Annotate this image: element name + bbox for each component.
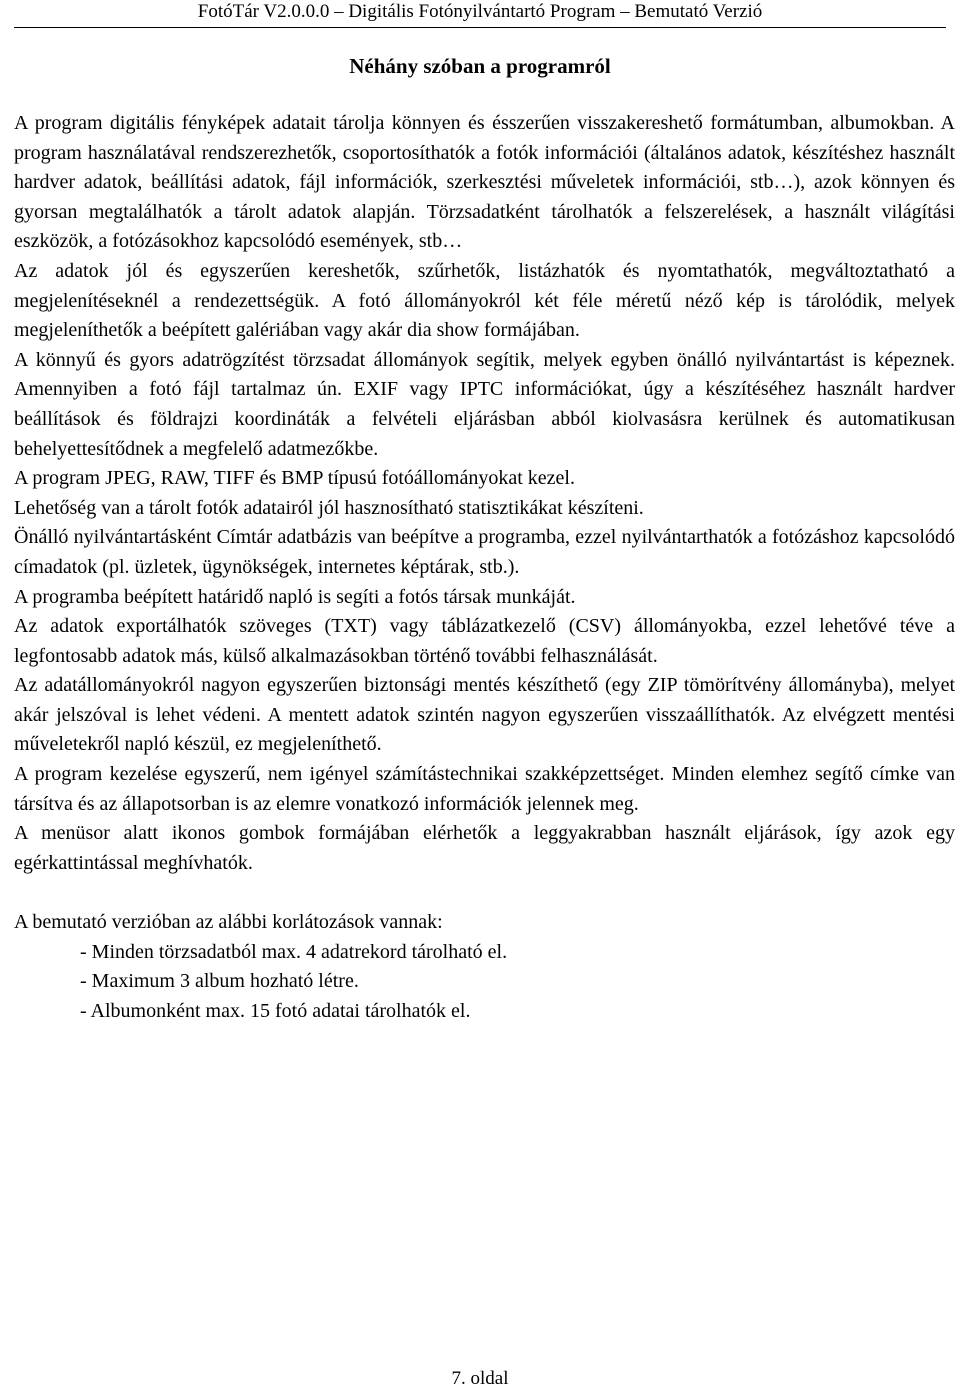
header-text: FotóTár V2.0.0.0 – Digitális Fotónyilvántartó Program – Bemutató Verzió [197,1,763,22]
restrictions-list [14,938,955,1027]
paragraph-intro: A program digitális fényképek adatait tárolja könnyen és ésszerűen visszakereshető formátumban, albumokban. A program használatával rendszerezhetők, csoportosíthatók a fotók információi (általános adatok, készítéshez használt hardver adatok, beállítási adatok, fájl információk, szerkesztési műveletek információi, stb…), azok könnyen és gyorsan megtalálhatók a tárolt adatok alapján. Törzsadatként tárolhatók a felszerelések, a használt világítási eszközök, a fotózásokhoz kapcsolódó események, stb… [14,112,955,253]
paragraph-data-entry: A könnyű és gyors adatrögzítést törzsadat állományok segítik, melyek egyben önálló nyilvántartást is képeznek. Amennyiben a fotó fájl tartalmaz ún. EXIF vagy IPTC információkat, úgy a készítéséhez használt hardver beállítások és földrajzi koordináták a felvételi eljárásban abból kiolvasásra kerülnek és automatikusan behelyettesítődnek a megfelelő adatmezőkbe. [14,348,955,460]
paragraph-address-book: Önálló nyilvántartásként Címtár adatbázis van beépítve a programba, ezzel nyilvántarthatók a fotózáshoz kapcsolódó címadatok (pl. üzletek, ügynökségek, internetes képtárak, stb.). [14,526,955,578]
paragraph-search: Az adatok jól és egyszerűen kereshetők, szűrhetők, listázhatók és nyomtathatók, megváltoztatható a megjelenítéseknél a rendezettségük. A fotó állományokról két féle méretű néző kép is tárolódik, melyek megjeleníthetők a beépített galériában vagy akár dia show formájában. [14,259,955,342]
page-header [0,0,960,26]
paragraph-backup: Az adatállományokról nagyon egyszerűen biztonsági mentés készíthető (egy ZIP tömörítvény állományba), melyet akár jelszóval is lehet védeni. A mentett adatok szintén nagyon egyszerűen visszaállíthatók. Az elvégzett mentési műveletekről napló készül, ez megjeleníthető. [14,674,955,756]
paragraph-formats: A program JPEG, RAW, TIFF és BMP típusú fotóállományokat kezel. [14,467,575,490]
blank-line [14,878,955,908]
restriction-item: - Maximum 3 album hozható létre. [80,970,359,993]
paragraph-statistics: Lehetőség van a tárolt fotók adatairól jól hasznosítható statisztikákat készíteni. [14,496,644,519]
paragraph-toolbar: A menüsor alatt ikonos gombok formájában elérhetők a leggyakrabban használt eljárások, így azok egy egérkattintással meghívhatók. [14,822,955,874]
paragraph-export: Az adatok exportálhatók szöveges (TXT) vagy táblázatkezelő (CSV) állományokba, ezzel lehetővé téve a legfontosabb adatok más, külső alkalmazásokban történő további felhasználását. [14,615,955,667]
page-footer [0,1368,960,1390]
paragraph-deadline-log: A programba beépített határidő napló is segíti a fotós társak munkáját. [14,585,576,608]
restriction-item: - Minden törzsadatból max. 4 adatrekord tárolható el. [80,940,508,963]
restriction-item: - Albumonként max. 15 fotó adatai tárolhatók el. [80,999,471,1022]
page-number: 7. oldal [451,1368,509,1389]
header-divider [14,27,946,28]
section-title: Néhány szóban a programról [349,54,611,78]
paragraph-usability: A program kezelése egyszerű, nem igényel számítástechnikai szakképzettséget. Minden elemhez segítő címke van társítva és az állapotsorban is az elemre vonatkozó információk jelennek meg. [14,763,955,815]
restrictions-intro: A bemutató verzióban az alábbi korlátozások vannak: [14,911,443,934]
document-body [14,109,955,1026]
